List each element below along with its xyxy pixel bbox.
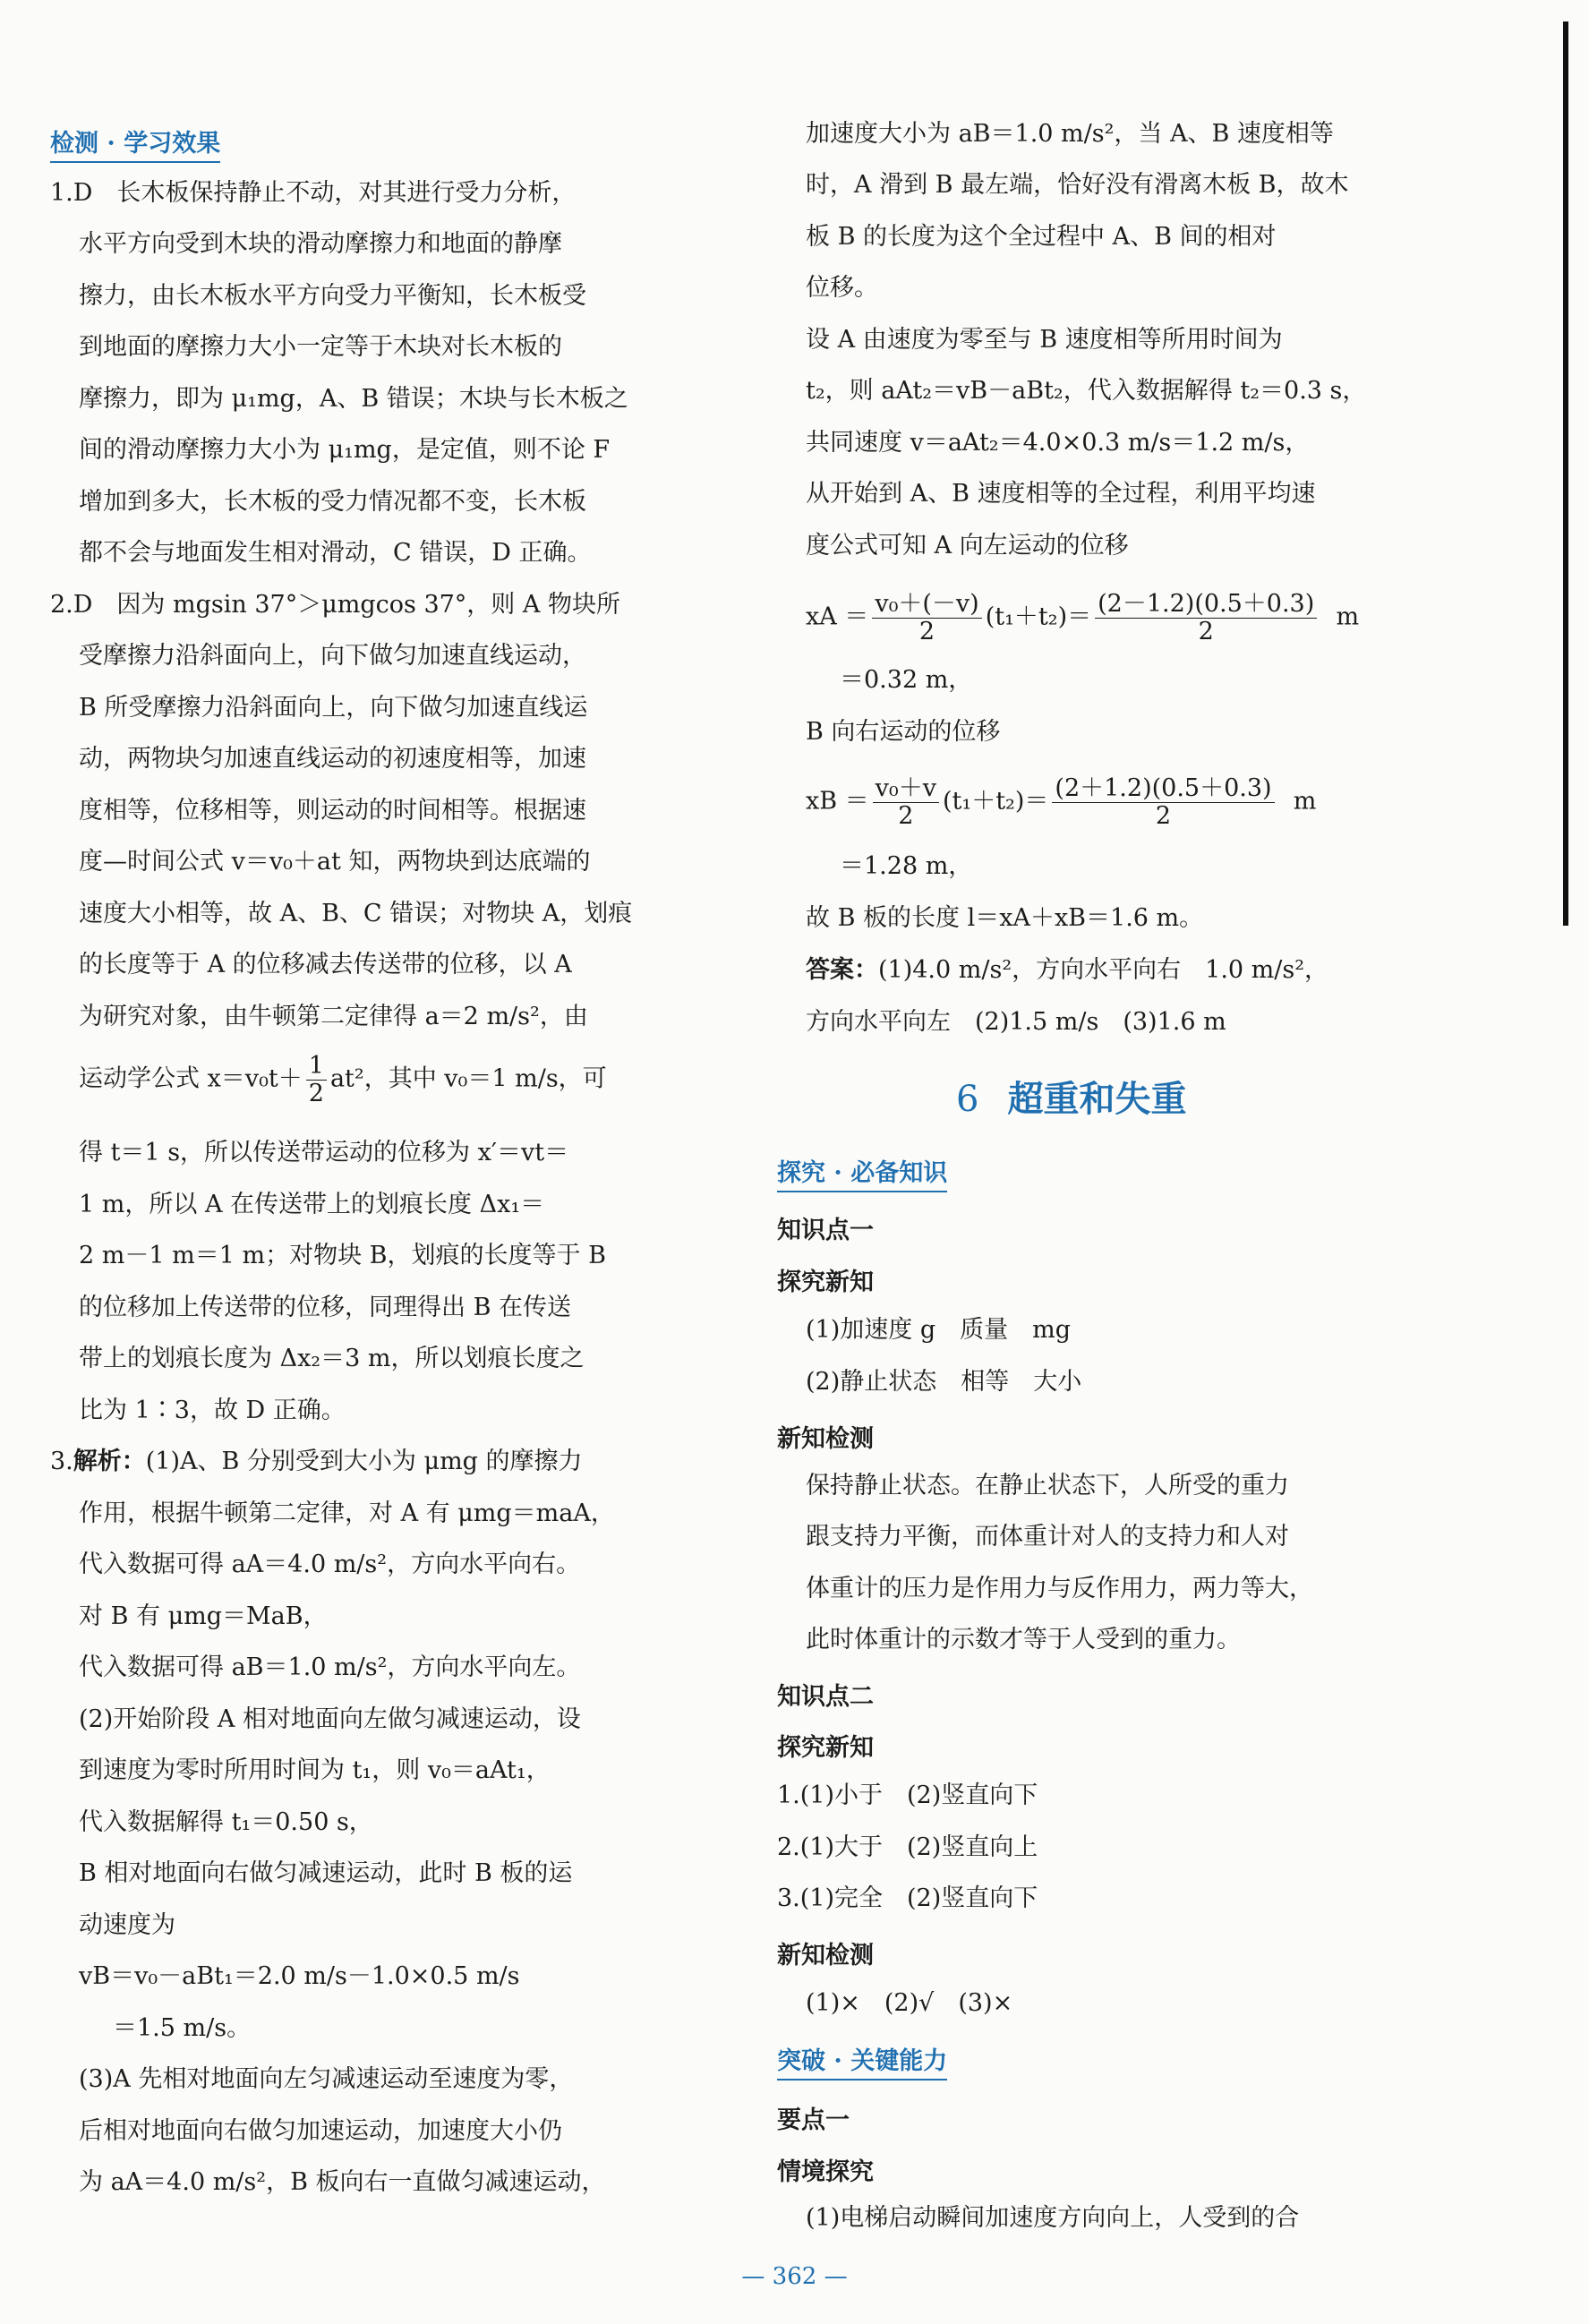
- text-line: 1.D 长木板保持静止不动，对其进行受力分析，: [50, 179, 577, 207]
- text-line: 体重计的压力是作用力与反作用力，两力等大，: [806, 1575, 1313, 1602]
- text-line: 间的滑动摩擦力大小为 μ₁mg，是定值，则不论 F: [79, 436, 611, 464]
- fraction: [1095, 591, 1317, 645]
- text-line: 度公式可知 A 向左运动的位移: [806, 532, 1129, 560]
- text-line: B 相对地面向右做匀减速运动，此时 B 板的运: [79, 1859, 573, 1887]
- question-number: 3.: [50, 1448, 73, 1475]
- text-line: 度相等，位移相等，则运动的时间相等。根据速: [79, 797, 586, 825]
- text-line: (1)加速度 g 质量 mg: [806, 1316, 1071, 1344]
- key-point-1: 要点一: [777, 2106, 850, 2134]
- text-line: t₂，则 aAt₂＝vB－aBt₂，代入数据解得 t₂＝0.3 s，: [806, 377, 1367, 405]
- unit: m: [1293, 787, 1317, 816]
- text-line: 得 t＝1 s，所以传送带运动的位移为 x′＝vt＝: [79, 1139, 569, 1166]
- text-line: 到速度为零时所用时间为 t₁，则 v₀＝aAt₁，: [79, 1756, 551, 1784]
- text-line: 擦力，由长木板水平方向受力平衡知，长木板受: [79, 282, 586, 310]
- text-line: 都不会与地面发生相对滑动，C 错误，D 正确。: [79, 539, 592, 567]
- section-header-explore: 探究 · 必备知识: [777, 1153, 947, 1192]
- text-line: (1)电梯启动瞬间加速度方向向上，人受到的合: [806, 2204, 1300, 2232]
- knowledge-point-2: 知识点二: [777, 1683, 874, 1711]
- text-line: 时，A 滑到 B 最左端，恰好没有滑离木板 B，故木: [806, 171, 1349, 199]
- text-line: 位移。: [806, 274, 878, 302]
- text: (1)4.0 m/s²，方向水平向右 1.0 m/s²，: [878, 956, 1329, 984]
- text-line: 速度大小相等，故 A、B、C 错误；对物块 A，划痕: [79, 900, 633, 927]
- text-line: 1.(1)小于 (2)竖直向下: [777, 1781, 1038, 1809]
- text-line: (2)开始阶段 A 相对地面向左做匀减速运动，设: [79, 1705, 581, 1733]
- denominator: 2: [308, 1079, 324, 1107]
- kinematics-formula-line: [79, 1053, 607, 1106]
- explore-new-knowledge: 探究新知: [777, 1269, 874, 1296]
- formula-text: xB ＝: [806, 787, 869, 816]
- text-line: 到地面的摩擦力大小一定等于木块对长木板的: [79, 333, 562, 361]
- numerator: v₀＋(－v): [872, 591, 981, 619]
- text-line: 共同速度 v＝aAt₂＝4.0×0.3 m/s＝1.2 m/s，: [806, 429, 1310, 457]
- answer-line: [806, 953, 1328, 988]
- denominator: 2: [1198, 617, 1214, 645]
- denominator: 2: [918, 617, 935, 645]
- xb-formula: [806, 775, 1316, 829]
- text-line: 加速度大小为 aB＝1.0 m/s²，当 A、B 速度相等: [806, 120, 1334, 148]
- text: (1)A、B 分别受到大小为 μmg 的摩擦力: [145, 1448, 583, 1475]
- text-line: 为 aA＝4.0 m/s²，B 板向右一直做匀减速运动，: [79, 2168, 606, 2196]
- text-line: 保持静止状态。在静止状态下，人所受的重力: [806, 1472, 1289, 1499]
- text-line: 的长度等于 A 的位移减去传送带的位移，以 A: [79, 951, 572, 978]
- text-line: 比为 1∶3，故 D 正确。: [79, 1397, 346, 1424]
- denominator: 2: [1155, 801, 1172, 830]
- text-line: 2.(1)大于 (2)竖直向上: [777, 1833, 1038, 1861]
- page-number: — 362 —: [741, 2263, 848, 2290]
- text-line: 板 B 的长度为这个全过程中 A、B 间的相对: [806, 223, 1277, 251]
- text-line: 水平方向受到木块的滑动摩擦力和地面的静摩: [79, 230, 562, 258]
- new-knowledge-check: 新知检测: [777, 1425, 874, 1453]
- numerator: 1: [306, 1053, 327, 1081]
- text-line: 动速度为: [79, 1911, 175, 1939]
- formula-text: at²，其中 v₀＝1 m/s，可: [329, 1064, 607, 1093]
- text-line: 带上的划痕长度为 Δx₂＝3 m，所以划痕长度之: [79, 1345, 585, 1372]
- text-line: 增加到多大，长木板的受力情况都不变，长木板: [79, 488, 586, 516]
- text-line: 摩擦力，即为 μ₁mg，A、B 错误；木块与长木板之: [79, 385, 628, 413]
- text-line: 对 B 有 μmg＝MaB，: [79, 1602, 328, 1630]
- text-line: vB＝v₀－aBt₁＝2.0 m/s－1.0×0.5 m/s: [79, 1962, 520, 1990]
- xa-formula: [806, 591, 1359, 645]
- scenario-explore: 情境探究: [777, 2158, 874, 2186]
- page-edge-rule: [1563, 21, 1568, 926]
- text-line: 的位移加上传送带的位移，同理得出 B 在传送: [79, 1294, 572, 1321]
- denominator: 2: [898, 801, 914, 830]
- text-line: 3.(1)完全 (2)竖直向下: [777, 1884, 1038, 1912]
- text-line: 为研究对象，由牛顿第二定律得 a＝2 m/s²，由: [79, 1003, 588, 1030]
- section-header-check: 检测 · 学习效果: [50, 124, 220, 163]
- text-line: 代入数据可得 aA＝4.0 m/s²，方向水平向右。: [79, 1551, 581, 1578]
- text-line: B 向右运动的位移: [806, 718, 1001, 746]
- knowledge-point-1: 知识点一: [777, 1217, 874, 1244]
- formula-text: xA ＝: [806, 602, 869, 631]
- text-line: 设 A 由速度为零至与 B 速度相等所用时间为: [806, 326, 1283, 354]
- text-line: 2 m－1 m＝1 m；对物块 B，划痕的长度等于 B: [79, 1242, 606, 1269]
- fraction: [873, 775, 939, 829]
- text-line: 故 B 板的长度 l＝xA＋xB＝1.6 m。: [806, 904, 1204, 932]
- text-line: 度—时间公式 v＝v₀＋at 知，两物块到达底端的: [79, 848, 591, 876]
- chapter-title: [956, 1071, 1186, 1122]
- text-line: ＝1.28 m，: [840, 852, 973, 880]
- chapter-title-text: 超重和失重: [1007, 1078, 1187, 1120]
- text-line: (1)× (2)√ (3)×: [806, 1989, 1013, 2017]
- section-header-breakthrough: 突破 · 关键能力: [777, 2041, 947, 2080]
- chapter-number: 6: [956, 1079, 979, 1120]
- formula-text: 运动学公式 x＝v₀t＋: [79, 1064, 303, 1093]
- text-line: B 所受摩擦力沿斜面向上，向下做匀加速直线运: [79, 694, 588, 722]
- text-line: 跟支持力平衡，而体重计对人的支持力和人对: [806, 1523, 1289, 1551]
- fraction-half: [306, 1053, 327, 1106]
- text-line: 后相对地面向右做匀加速运动，加速度大小仍: [79, 2117, 562, 2145]
- text-line: 此时体重计的示数才等于人受到的重力。: [806, 1626, 1241, 1653]
- text-line: 作用，根据牛顿第二定律，对 A 有 μmg＝maA，: [79, 1499, 615, 1527]
- numerator: v₀＋v: [873, 775, 939, 803]
- new-knowledge-check: 新知检测: [777, 1942, 874, 1969]
- text-line: ＝0.32 m，: [840, 666, 973, 694]
- text-line: 受摩擦力沿斜面向上，向下做匀加速直线运动，: [79, 642, 586, 670]
- explore-new-knowledge: 探究新知: [777, 1734, 874, 1762]
- text-line: 1 m，所以 A 在传送带上的划痕长度 Δx₁＝: [79, 1191, 545, 1218]
- numerator: (2－1.2)(0.5＋0.3): [1095, 591, 1317, 619]
- answer-label: 答案：: [806, 956, 878, 984]
- text-line: 方向水平向左 (2)1.5 m/s (3)1.6 m: [806, 1008, 1226, 1036]
- text-line: 动，两物块匀加速直线运动的初速度相等，加速: [79, 745, 586, 773]
- numerator: (2＋1.2)(0.5＋0.3): [1052, 775, 1274, 803]
- text-line: 代入数据可得 aB＝1.0 m/s²，方向水平向左。: [79, 1653, 581, 1681]
- text-line: 从开始到 A、B 速度相等的全过程，利用平均速: [806, 480, 1316, 508]
- fraction: [1052, 775, 1274, 829]
- analysis-label: 解析：: [73, 1448, 146, 1475]
- fraction: [872, 591, 981, 645]
- text-line: 代入数据解得 t₁＝0.50 s，: [79, 1808, 373, 1836]
- formula-text: (t₁＋t₂)＝: [985, 602, 1092, 631]
- unit: m: [1336, 602, 1360, 631]
- text-line: (2)静止状态 相等 大小: [806, 1368, 1082, 1396]
- formula-text: (t₁＋t₂)＝: [943, 787, 1049, 816]
- text-line: 2.D 因为 mgsin 37°＞μmgcos 37°，则 A 物块所: [50, 591, 620, 619]
- text-line: (3)A 先相对地面向左匀减速运动至速度为零，: [79, 2065, 574, 2093]
- question-3-first-line: [50, 1444, 583, 1480]
- text-line: ＝1.5 m/s。: [113, 2014, 252, 2042]
